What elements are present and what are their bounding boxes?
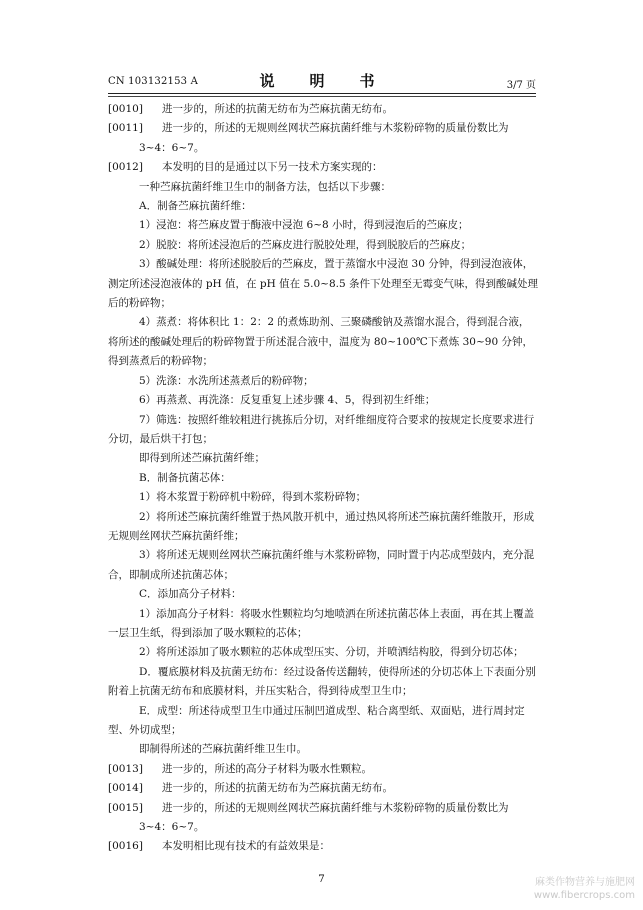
step-c2: 2）将所述添加了吸水颗粒的芯体成型压实、分切，并喷洒结构胶，得到分切芯体； xyxy=(139,646,524,659)
step-b2: 2）将所述苎麻抗菌纤维置于热风散开机中，通过热风将所述苎麻抗菌纤维散开，形成无规则丝网状苎麻抗菌纤维； xyxy=(108,510,535,542)
paragraph-number: [0011] xyxy=(108,122,143,135)
page-header xyxy=(108,70,536,92)
method-result: 即制得所述的苎麻抗菌纤维卫生巾。 xyxy=(139,743,307,756)
section-e: E．成型：所述待成型卫生巾通过压制凹道成型、粘合离型纸、双面贴，进行周封定型、外切成型； xyxy=(108,704,525,736)
paragraph-text: 进一步的，所述的高分子材料为吸水性颗粒。 xyxy=(162,762,372,775)
paragraph-number: [0010] xyxy=(108,103,143,115)
watermark-site-name: 麻类作物营养与施肥网 xyxy=(535,877,635,888)
paragraph-0013 xyxy=(108,760,538,779)
publication-number: CN 103132153 A xyxy=(108,76,199,87)
paragraph-number: [0014] xyxy=(108,782,143,795)
paragraph-0016 xyxy=(108,837,538,856)
paragraph-number: [0015] xyxy=(108,801,143,814)
paragraph-text: 进一步的，所述的无规则丝网状苎麻抗菌纤维与木浆粉碎物的质量份数比为 3~4：6~7。 xyxy=(139,122,509,154)
paragraph-0011 xyxy=(108,119,538,158)
step-c1: 1）添加高分子材料：将吸水性颗粒均匀地喷洒在所述抗菌芯体上表面，再在其上覆盖一层卫生纸，得到添加了吸水颗粒的芯体； xyxy=(108,607,535,639)
section-a-result: 即得到所述苎麻抗菌纤维； xyxy=(139,452,265,465)
step-a5: 5）洗涤：水洗所述蒸煮后的粉碎物； xyxy=(139,374,314,387)
paragraph-text: 本发明相比现有技术的有益效果是： xyxy=(162,840,330,853)
step-a4: 4）蒸煮：将体积比 1：2：2 的煮炼助剂、三聚磷酸钠及蒸馏水混合，得到混合液，将所述的酸碱处理后的粉碎物置于所述混合液中，温度为 80~100℃下煮炼 30~90 分钟，得到蒸煮后的粉碎物； xyxy=(108,316,533,368)
paragraph-0010 xyxy=(108,100,538,119)
header-rule-thin xyxy=(108,96,536,97)
paragraph-number: [0013] xyxy=(108,762,143,775)
paragraph-text: 进一步的，所述的无规则丝网状苎麻抗菌纤维与木浆粉碎物的质量份数比为 3~4：6~7。 xyxy=(139,801,509,834)
step-b3: 3）将所述无规则丝网状苎麻抗菌纤维与木浆粉碎物，同时置于内芯成型鼓内，充分混合，即制成所述抗菌芯体； xyxy=(108,549,535,581)
paragraph-0012 xyxy=(108,158,538,177)
step-b1: 1）将木浆置于粉碎机中粉碎，得到木浆粉碎物； xyxy=(139,491,367,504)
paragraph-number: [0012] xyxy=(108,161,143,174)
header-rule-thick xyxy=(108,93,536,94)
paragraph-0014 xyxy=(108,779,538,798)
section-b-heading: B．制备抗菌芯体： xyxy=(139,471,231,484)
paragraph-text: 进一步的，所述的抗菌无纺布为苎麻抗菌无纺布。 xyxy=(162,103,393,115)
paragraph-text: 本发明的目的是通过以下另一技术方案实现的： xyxy=(162,161,383,174)
step-a2: 2）脱胶：将所述浸泡后的苎麻皮进行脱胶处理，得到脱胶后的苎麻皮； xyxy=(139,238,472,251)
paragraph-text: 进一步的，所述的抗菌无纺布为苎麻抗菌无纺布。 xyxy=(162,782,393,795)
document-body xyxy=(108,100,538,857)
step-a6: 6）再蒸煮、再洗涤：反复重复上述步骤 4、5，得到初生纤维； xyxy=(139,394,436,407)
page-number: 7 xyxy=(318,873,325,885)
step-a1: 1）浸泡：将苎麻皮置于酶液中浸泡 6~8 小时，得到浸泡后的苎麻皮； xyxy=(139,219,469,232)
section-c-heading: C．添加高分子材料： xyxy=(139,588,242,601)
paragraph-number: [0016] xyxy=(108,840,143,853)
watermark xyxy=(534,876,635,902)
section-d: D．覆底膜材料及抗菌无纺布：经过设备传送翻转，使得所述的分切芯体上下表面分别附着上抗菌无纺布和底膜材料，并压实粘合，得到待成型卫生巾； xyxy=(108,665,536,698)
step-a3: 3）酸碱处理：将所述脱胶后的苎麻皮，置于蒸馏水中浸泡 30 分钟，得到浸泡液体，测定所述浸泡液体的 pH 值，在 pH 值在 5.0~8.5 条件下处理至无霉变气味，得到酸碱处理后的粉碎物； xyxy=(108,258,538,310)
paragraph-0015 xyxy=(108,799,538,838)
document-title: 说 明 书 xyxy=(259,72,385,90)
page-indicator: 3/7 页 xyxy=(506,80,536,91)
section-a-heading: A．制备苎麻抗菌纤维： xyxy=(139,200,252,213)
step-a7: 7）筛选：按照纤维较粗进行挑拣后分切，对纤维细度符合要求的按规定长度要求进行分切，最后烘干打包； xyxy=(108,413,535,445)
method-intro: 一种苎麻抗菌纤维卫生巾的制备方法，包括以下步骤： xyxy=(139,180,391,193)
watermark-url: www.fibercrops.com xyxy=(533,890,635,901)
